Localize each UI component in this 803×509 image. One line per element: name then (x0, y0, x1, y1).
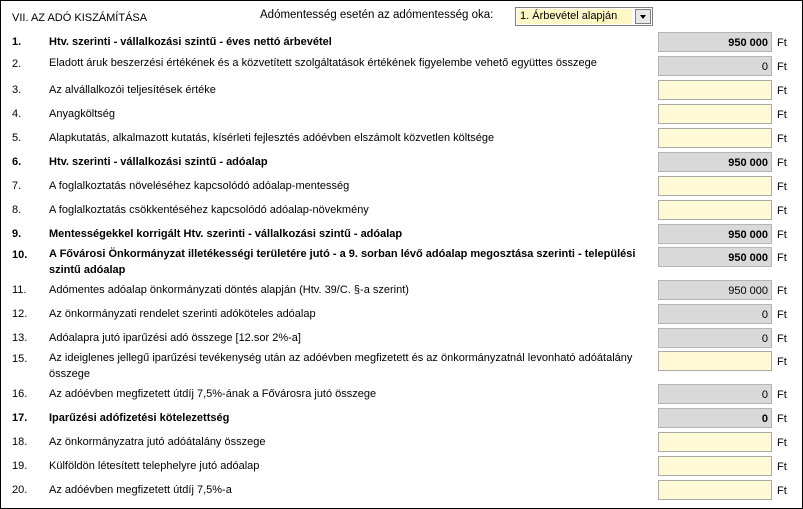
row-label: Az adóévben megfizetett útdíj 7,5%-a (49, 484, 232, 496)
row-number: 19. (12, 460, 28, 472)
row-label: Az önkormányzatra jutó adóátalány összege (49, 436, 266, 448)
computed-value-field: 0 (658, 384, 772, 404)
currency-unit: Ft (777, 389, 787, 401)
currency-unit: Ft (777, 437, 787, 449)
currency-unit: Ft (777, 333, 787, 345)
row-label: A foglalkoztatás növeléséhez kapcsolódó adóalap-mentesség (49, 180, 350, 192)
row-label: Az alvállalkozói teljesítések értéke (49, 84, 216, 96)
row-number: 5. (12, 132, 22, 144)
currency-unit: Ft (777, 37, 787, 49)
amount-input[interactable] (658, 200, 772, 220)
row-number: 18. (12, 436, 28, 448)
row-label: Az önkormányzati rendelet szerinti adóköteles adóalap (49, 308, 316, 320)
row-number: 3. (12, 84, 22, 96)
currency-unit: Ft (777, 157, 787, 169)
amount-input[interactable] (658, 432, 772, 452)
row-number: 13. (12, 332, 28, 344)
computed-value-field: 950 000 (658, 32, 772, 52)
row-number: 6. (12, 156, 22, 168)
exemption-reason-value: 1. Árbevétel alapján (517, 9, 632, 24)
row-number: 1. (12, 36, 22, 48)
section-title: VII. AZ ADÓ KISZÁMÍTÁSA (12, 12, 148, 24)
row-label: Htv. szerinti - vállalkozási szintű - adóalap (49, 156, 268, 168)
amount-input[interactable] (658, 128, 772, 148)
row-label: A foglalkoztatás csökkentéséhez kapcsolódó adóalap-növekmény (49, 204, 369, 216)
amount-input[interactable] (658, 80, 772, 100)
currency-unit: Ft (777, 461, 787, 473)
amount-input[interactable] (658, 104, 772, 124)
currency-unit: Ft (777, 356, 787, 368)
computed-value-field: 0 (658, 328, 772, 348)
currency-unit: Ft (777, 252, 787, 264)
currency-unit: Ft (777, 309, 787, 321)
amount-input[interactable] (658, 456, 772, 476)
row-label: Külföldön létesített telephelyre jutó adóalap (49, 460, 260, 472)
currency-unit: Ft (777, 133, 787, 145)
row-number: 20. (12, 484, 28, 496)
currency-unit: Ft (777, 61, 787, 73)
computed-value-field: 950 000 (658, 247, 772, 267)
currency-unit: Ft (777, 413, 787, 425)
row-number: 15. (12, 353, 28, 365)
row-number: 16. (12, 388, 28, 400)
computed-value-field: 950 000 (658, 280, 772, 300)
currency-unit: Ft (777, 485, 787, 497)
row-label: Az ideiglenes jellegű iparűzési tevékenység után az adóévben megfizetett és az önkormányzatnál levonható adóátalány összege (49, 352, 633, 380)
row-label: Adóalapra jutó iparűzési adó összege [12.sor 2%-a] (49, 332, 301, 344)
row-number: 2. (12, 58, 22, 70)
row-number: 10. (12, 249, 28, 261)
row-number: 9. (12, 228, 22, 240)
row-label: Adómentes adóalap önkormányzati döntés alapján (Htv. 39/C. §-a szerint) (49, 284, 409, 296)
computed-value-field: 950 000 (658, 224, 772, 244)
computed-value-field: 0 (658, 304, 772, 324)
row-label: A Fővárosi Önkormányzat illetékességi területére jutó - a 9. sorban lévő adóalap megosztása szerinti - települési szintű adóalap (49, 248, 636, 276)
currency-unit: Ft (777, 285, 787, 297)
amount-input[interactable] (658, 176, 772, 196)
row-label: Anyagköltség (49, 108, 116, 120)
row-label: Az adóévben megfizetett útdíj 7,5%-ának a Fővárosra jutó összege (49, 388, 377, 400)
exemption-reason-select[interactable] (515, 7, 653, 26)
row-number: 17. (12, 412, 28, 424)
computed-value-field: 0 (658, 56, 772, 76)
row-number: 7. (12, 180, 22, 192)
chevron-down-icon[interactable] (635, 9, 651, 24)
computed-value-field: 0 (658, 408, 772, 428)
currency-unit: Ft (777, 205, 787, 217)
currency-unit: Ft (777, 109, 787, 121)
currency-unit: Ft (777, 181, 787, 193)
row-number: 11. (12, 284, 27, 296)
row-label: Mentességekkel korrigált Htv. szerinti - vállalkozási szintű - adóalap (49, 228, 403, 240)
row-number: 4. (12, 108, 22, 120)
row-label: Eladott áruk beszerzési értékének és a közvetített szolgáltatások értékének figyelembe vehető együttes összege (49, 57, 597, 69)
amount-input[interactable] (658, 480, 772, 500)
currency-unit: Ft (777, 229, 787, 241)
row-label: Htv. szerinti - vállalkozási szintű - éves nettó árbevétel (49, 36, 332, 48)
computed-value-field: 950 000 (658, 152, 772, 172)
currency-unit: Ft (777, 85, 787, 97)
section-header (0, 0, 801, 30)
row-number: 8. (12, 204, 22, 216)
row-label: Alapkutatás, alkalmazott kutatás, kísérleti fejlesztés adóévben elszámolt közvetlen költsége (49, 132, 495, 144)
amount-input[interactable] (658, 351, 772, 371)
row-label: Iparűzési adófizetési kötelezettség (49, 412, 230, 424)
exemption-reason-label: Adómentesség esetén az adómentesség oka: (260, 9, 494, 21)
row-number: 12. (12, 308, 28, 320)
